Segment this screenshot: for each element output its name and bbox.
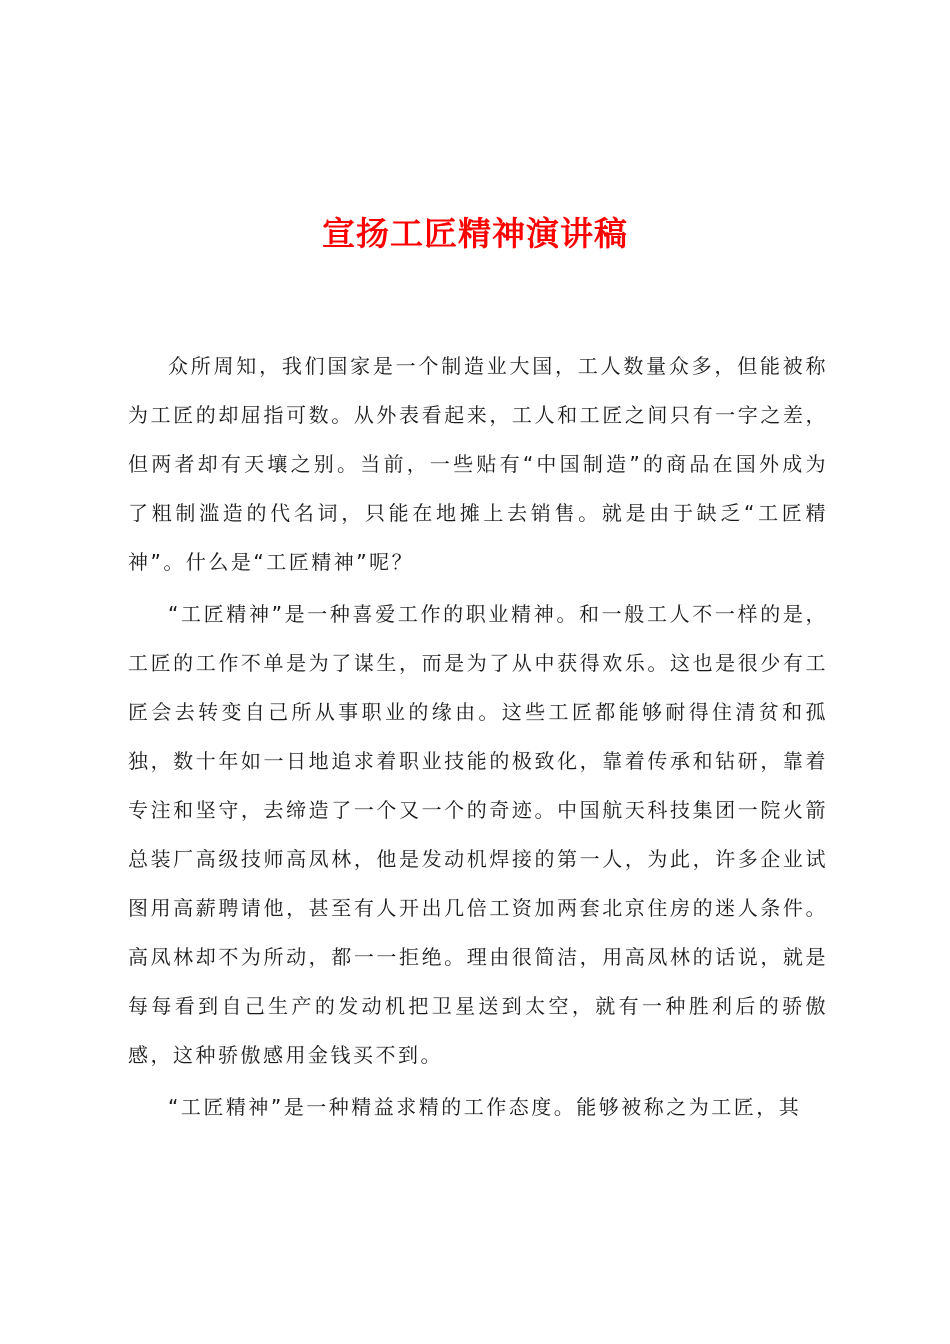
paragraph-1: 众所周知，我们国家是一个制造业大国，工人数量众多，但能被称为工匠的却屈指可数。从外表看起来，工人和工匠之间只有一字之差，但两者却有天壤之别。当前，一些贴有“中国制造”的商品在国外成为了粗制滥造的代名词，只能在地摊上去销售。就是由于缺乏“工匠精神”。什么是“工匠精神”呢？ [128,354,828,574]
paragraph-3: “工匠精神”是一种精益求精的工作态度。能够被称之为工匠，其 [168,1095,802,1119]
document-title: 宣扬工匠精神演讲稿 [322,214,628,253]
paragraph-2: “工匠精神”是一种喜爱工作的职业精神。和一般工人不一样的是，工匠的工作不单是为了谋生，而是为了从中获得欢乐。这也是很少有工匠会去转变自己所从事职业的缘由。这些工匠都能够耐得住清贫和孤独，数十年如一日地追求着职业技能的极致化，靠着传承和钻研，靠着专注和坚守，去缔造了一个又一个的奇迹。中国航天科技集团一院火箭总装厂高级技师高凤林，他是发动机焊接的第一人，为此，许多企业试图用高薪聘请他，甚至有人开出几倍工资加两套北京住房的迷人条件。高凤林却不为所动，都一一拒绝。理由很简洁，用高凤林的话说，就是每每看到自己生产的发动机把卫星送到太空，就有一种胜利后的骄傲感，这种骄傲感用金钱买不到。 [128,602,828,1067]
document-body [128,342,828,1132]
